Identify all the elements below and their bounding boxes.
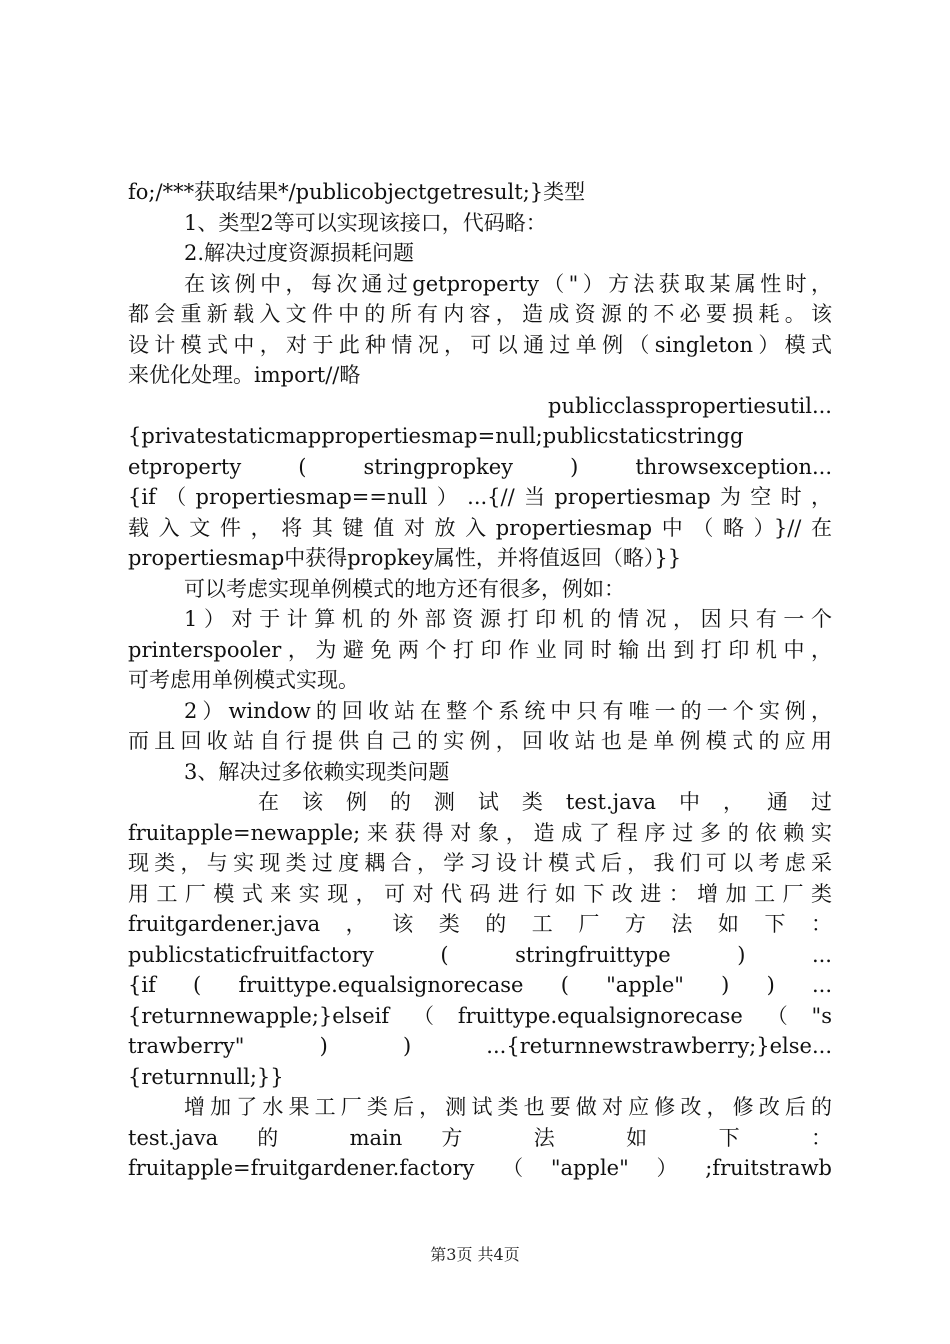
text-line: 在该例中，每次通过getproperty（"）方法获取某属性时， [184, 271, 832, 296]
text-line: 来优化处理。import//略 [128, 363, 361, 387]
section-heading: 2.解决过度资源损耗问题 [184, 241, 415, 265]
text-line: printerspooler，为避免两个打印作业同时输出到打印机中， [128, 637, 832, 662]
document-body [128, 177, 832, 1184]
text-line: 可以考虑实现单例模式的地方还有很多，例如： [184, 576, 625, 601]
code-line: 载入文件，将其键值对放入propertiesmap中（略）}//在 [128, 515, 832, 540]
text-line: 现类，与实现类过度耦合，学习设计模式后，我们可以考虑采 [128, 851, 832, 875]
code-line: etproperty ( stringpropkey ) throwsexception... [128, 454, 832, 479]
code-line: trawberry" ) ) ...{returnnewstrawberry;}else... [128, 1034, 832, 1058]
text-line: 都会重新载入文件中的所有内容，造成资源的不必要损耗。该 [128, 302, 832, 326]
code-line: propertiesmap中获得propkey属性，并将值返回（略）}} [128, 546, 682, 570]
page-number: 第3页 共4页 [430, 1245, 520, 1264]
code-line: {if ( fruittype.equalsignorecase ( "apple" ) ) ... [128, 973, 832, 997]
code-line: fruitapple=fruitgardener.factory（"apple"）;fruitstrawb [128, 1156, 832, 1180]
code-line: publicstaticfruitfactory ( stringfruittype ) ... [128, 942, 832, 967]
code-line: {returnnewapple;}elseif（fruittype.equalsignorecase（"s [128, 1003, 832, 1028]
text-line: test.java 的 main 方 法 如 下 ： [128, 1125, 832, 1150]
text-line: 1、类型2等可以实现该接口，代码略： [184, 210, 547, 235]
code-line: {returnnull;}} [128, 1064, 284, 1089]
text-line: 设计模式中，对于此种情况，可以通过单例（singleton）模式 [128, 332, 832, 357]
text-line: fruitapple=newapple;来获得对象，造成了程序过多的依赖实 [128, 820, 832, 845]
code-line: publicclasspropertiesutil... [548, 393, 832, 418]
text-line: 可考虑用单例模式实现。 [128, 668, 359, 692]
text-line: 用工厂模式来实现，可对代码进行如下改进：增加工厂类 [128, 881, 832, 906]
text-line: 1）对于计算机的外部资源打印机的情况，因只有一个 [184, 607, 832, 631]
code-line: {if（propertiesmap==null）...{//当propertiesmap为空时， [128, 485, 832, 509]
text-line: 增加了水果工厂类后，测试类也要做对应修改，修改后的 [184, 1095, 832, 1119]
text-line: fo;/***获取结果*/publicobjectgetresult;}类型 [128, 180, 586, 204]
text-line: fruitgardener.java，该类的工厂方法如下： [128, 912, 832, 936]
text-line: 而且回收站自行提供自己的实例，回收站也是单例模式的应用 [128, 729, 832, 753]
section-heading: 3、解决过多依赖实现类问题 [184, 759, 450, 784]
code-line: {privatestaticmappropertiesmap=null;publicstaticstringg [128, 424, 744, 448]
text-line: 2）window的回收站在整个系统中只有唯一的一个实例， [184, 698, 832, 723]
text-line: 在该例的测试类test.java中，通过 [258, 790, 832, 814]
